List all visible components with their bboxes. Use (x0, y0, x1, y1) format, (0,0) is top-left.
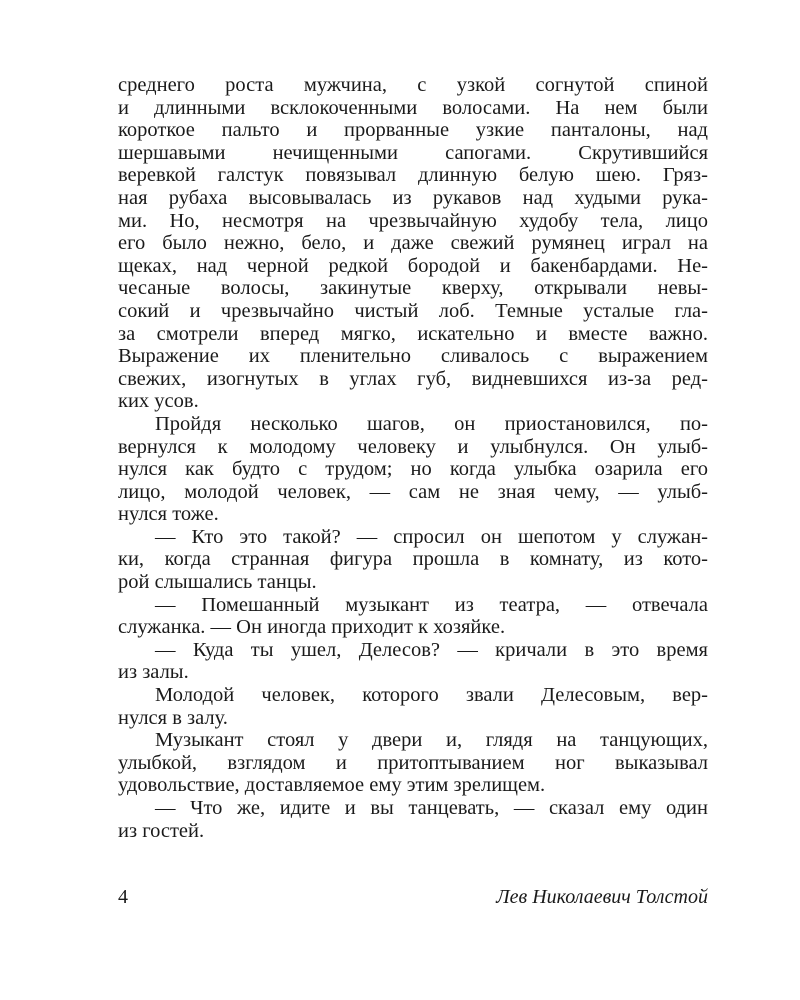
text-line: ми. Но, несмотря на чрезвычайную худобу тела, лицо (118, 209, 708, 232)
text-line: ких усов. (118, 390, 199, 413)
text-line: — Помешанный музыкант из театра, — отвечала (155, 593, 708, 616)
text-line: Молодой человек, которого звали Делесовым, вер- (155, 684, 708, 707)
running-head-author: Лев Николаевич Толстой (496, 886, 708, 908)
text-line: — Кто это такой? — спросил он шепотом у служан- (155, 525, 708, 548)
text-line: Выражение их пленительно сливалось с выражением (118, 345, 708, 368)
page-number: 4 (118, 886, 128, 908)
text-line: служанка. — Он иногда приходит к хозяйке. (118, 616, 506, 639)
text-line: нулся в залу. (118, 706, 228, 729)
text-line: чесаные волосы, закинутые кверху, открывали невы- (118, 277, 708, 300)
text-line: — Куда ты ушел, Делесов? — кричали в это время (155, 638, 708, 661)
text-line: короткое пальто и прорванные узкие панталоны, над (118, 119, 708, 142)
text-line: и длинными всклокоченными волосами. На нем были (118, 96, 708, 119)
text-line: удовольствие, доставляемое ему этим зрелищем. (118, 774, 546, 797)
text-line: ки, когда странная фигура прошла в комнату, из кото- (118, 548, 708, 571)
text-line: рой слышались танцы. (118, 571, 317, 594)
text-line: из залы. (118, 661, 189, 684)
text-line: Музыкант стоял у двери и, глядя на танцующих, (155, 729, 708, 752)
text-line: вернулся к молодому человеку и улыбнулся. Он улыб- (118, 435, 708, 458)
text-body (118, 74, 708, 842)
text-line: свежих, изогнутых в углах губ, видневшихся из-за ред- (118, 367, 708, 390)
text-line: щеках, над черной редкой бородой и бакенбардами. Не- (118, 254, 708, 277)
text-line: за смотрели вперед мягко, искательно и вместе важно. (118, 322, 708, 345)
text-line: среднего роста мужчина, с узкой согнутой спиной (118, 74, 708, 96)
page-footer (118, 884, 708, 910)
text-line: сокий и чрезвычайно чистый лоб. Темные усталые гла- (118, 299, 708, 322)
text-line: Пройдя несколько шагов, он приостановился, по- (155, 412, 708, 435)
text-line: улыбкой, взглядом и притоптыванием ног выказывал (118, 751, 708, 774)
text-line: его было нежно, бело, и даже свежий румянец играл на (118, 232, 708, 255)
text-line: лицо, молодой человек, — сам не зная чему, — улыб- (118, 480, 708, 503)
text-line: шершавыми нечищенными сапогами. Скрутившийся (118, 141, 708, 164)
page-text (118, 74, 708, 842)
text-line: из гостей. (118, 819, 205, 842)
text-line: ная рубаха высовывалась из рукавов над худыми рука- (118, 186, 708, 209)
text-line: веревкой галстук повязывал длинную белую шею. Гряз- (118, 164, 708, 187)
text-line: — Что же, идите и вы танцевать, — сказал ему один (155, 797, 708, 819)
text-line: нулся тоже. (118, 503, 219, 526)
text-line: нулся как будто с трудом; но когда улыбка озарила его (118, 458, 708, 481)
